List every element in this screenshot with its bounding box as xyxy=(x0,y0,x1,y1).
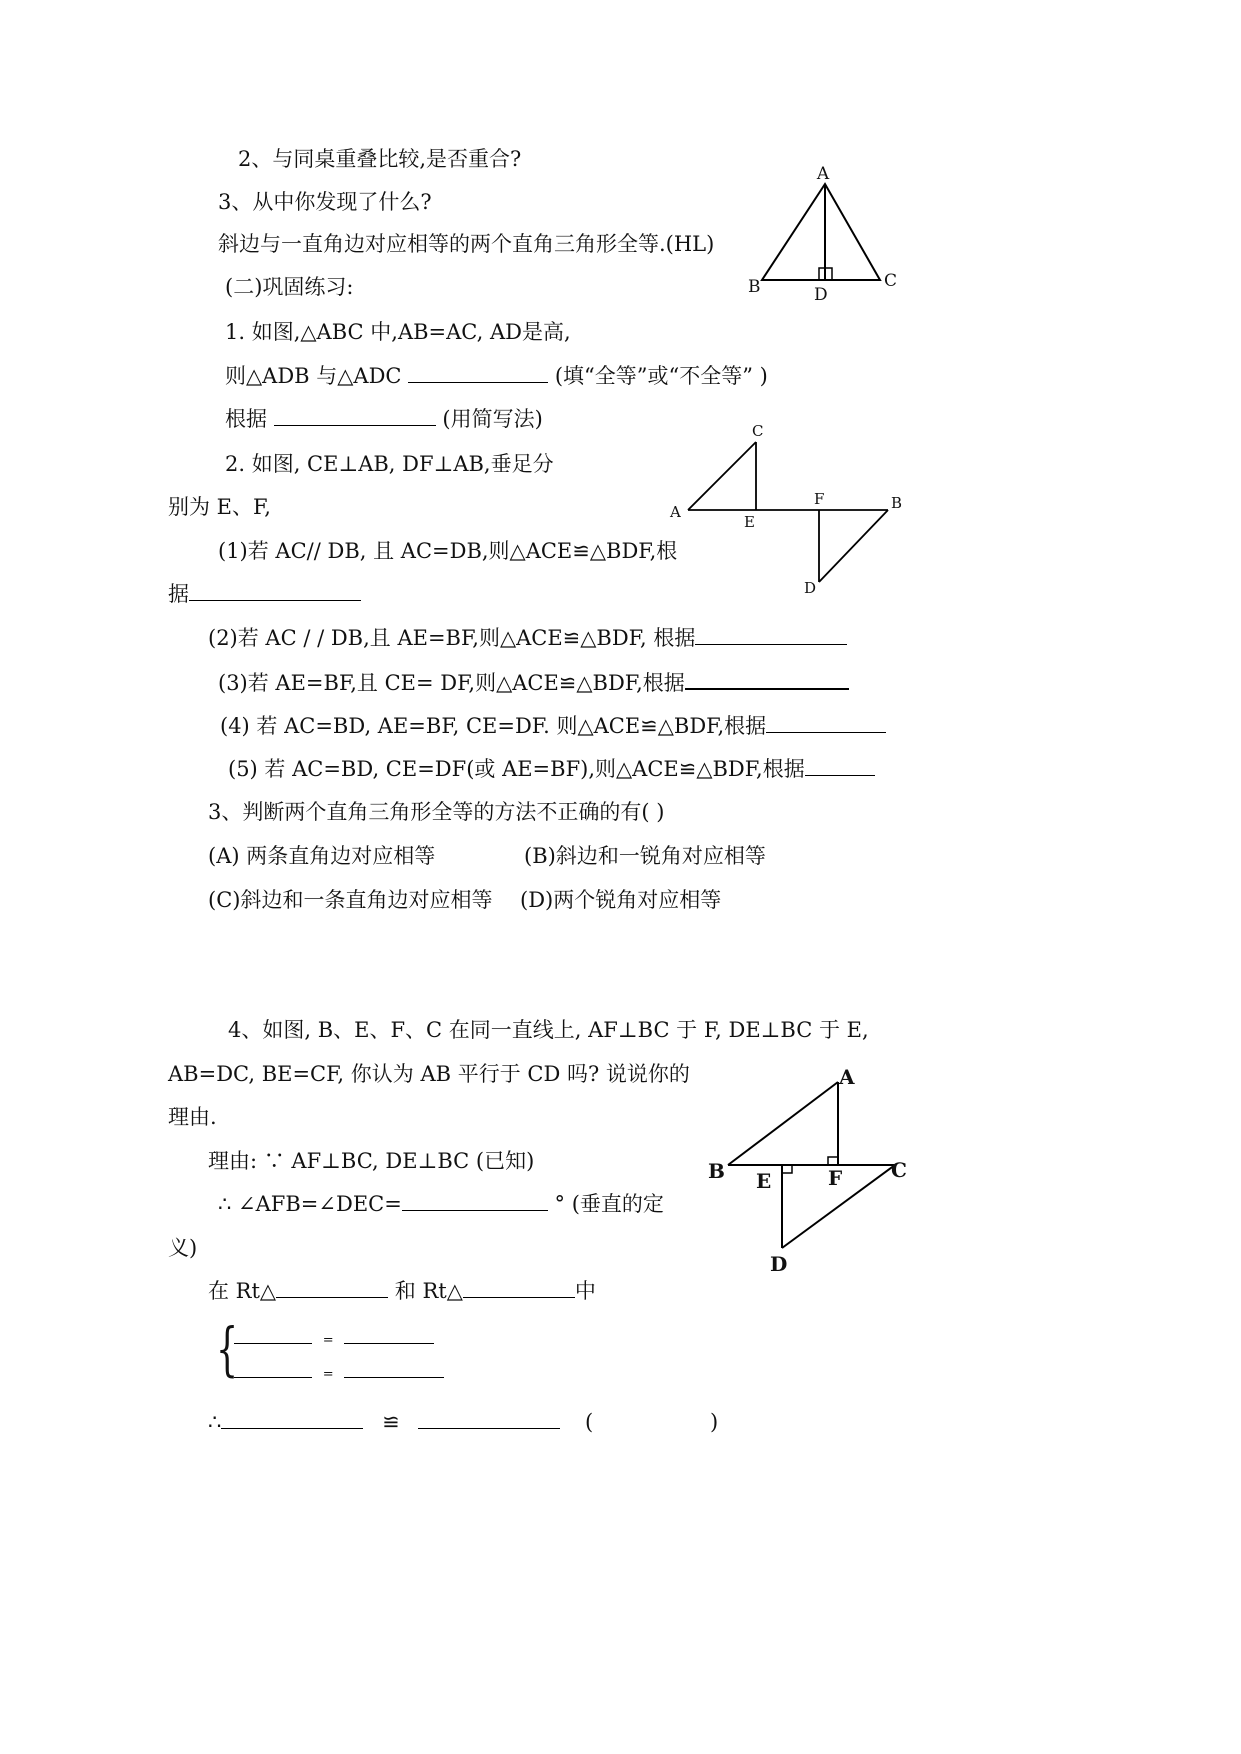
label-f: F xyxy=(828,1166,843,1190)
text: 在 Rt△ xyxy=(208,1279,277,1303)
congruent-symbol: ≌ xyxy=(382,1410,400,1434)
paren-open: ( xyxy=(585,1410,594,1434)
paren-close: ) xyxy=(709,1410,719,1434)
segment-ab xyxy=(728,1082,838,1165)
text: (2)若 AC / / DB,且 AE=BF,则△ACE≌△BDF, 根据 xyxy=(208,626,696,650)
reason-line-2 xyxy=(218,1190,664,1218)
option-c: (C)斜边和一条直角边对应相等 xyxy=(208,888,493,912)
angle-blank[interactable] xyxy=(402,1190,548,1211)
segment-ac xyxy=(688,442,756,510)
answer-blank[interactable] xyxy=(274,405,436,426)
label-b: B xyxy=(748,277,761,297)
text: 中 xyxy=(574,1279,596,1303)
label-b: B xyxy=(708,1159,725,1183)
label-e: E xyxy=(744,513,755,531)
exercise-1-line-3 xyxy=(225,405,543,433)
text: 据 xyxy=(168,582,189,606)
figure-1-isosceles-triangle xyxy=(730,160,920,310)
triangle-blank-1[interactable] xyxy=(276,1277,388,1298)
text: (用简写法) xyxy=(442,407,543,431)
text: ∴ ∠AFB=∠DEC= xyxy=(218,1192,402,1216)
brace-row-2 xyxy=(234,1357,444,1389)
brace-blank[interactable] xyxy=(234,1323,312,1344)
brace-blank[interactable] xyxy=(234,1357,312,1378)
text: (5) 若 AC=BD, CE=DF(或 AE=BF),则△ACE≌△BDF,根据 xyxy=(228,757,805,781)
conclusion-blank-2[interactable] xyxy=(418,1408,560,1429)
exercise-1-line-2 xyxy=(225,362,768,390)
answer-blank[interactable] xyxy=(189,580,361,601)
exercise-2: 2. 如图, CE⊥AB, DF⊥AB,垂足分 xyxy=(225,452,554,476)
label-b: B xyxy=(891,494,903,512)
section-heading: (二)巩固练习: xyxy=(225,275,354,299)
label-d: D xyxy=(814,285,828,305)
brace-blank[interactable] xyxy=(344,1323,434,1344)
answer-blank[interactable] xyxy=(695,624,847,645)
exercise-3: 3、判断两个直角三角形全等的方法不正确的有( ) xyxy=(208,800,665,824)
text: 根据 xyxy=(225,407,267,431)
label-d: D xyxy=(770,1252,788,1276)
text-line-3: 3、从中你发现了什么? xyxy=(218,190,432,214)
label-d: D xyxy=(804,579,817,597)
brace: { xyxy=(216,1315,239,1383)
triangle-blank-2[interactable] xyxy=(463,1277,575,1298)
answer-blank[interactable] xyxy=(685,668,849,690)
label-c: C xyxy=(752,422,764,440)
text: 和 Rt△ xyxy=(394,1279,463,1303)
text: (3)若 AE=BF,且 CE= DF,则△ACE≌△BDF,根据 xyxy=(218,671,685,695)
label-c: C xyxy=(884,271,898,291)
label-e: E xyxy=(756,1169,772,1193)
text-hl-theorem: 斜边与一直角边对应相等的两个直角三角形全等.(HL) xyxy=(218,232,715,256)
exercise-4: 4、如图, B、E、F、C 在同一直线上, AF⊥BC 于 F, DE⊥BC 于 E, xyxy=(228,1018,869,1042)
reason-line-2-cont: 义) xyxy=(168,1236,198,1260)
conclusion-blank-1[interactable] xyxy=(221,1408,363,1429)
right-angle-mark-f xyxy=(828,1157,838,1165)
exercise-2-sub-2 xyxy=(208,624,847,652)
label-c: C xyxy=(891,1158,907,1182)
exercise-2-cont: 别为 E、F, xyxy=(168,495,271,519)
option-b: (B)斜边和一锐角对应相等 xyxy=(524,844,766,868)
exercise-2-sub-3 xyxy=(218,668,849,697)
reason-line-1: 理由: ∵ AF⊥BC, DE⊥BC (已知) xyxy=(208,1149,535,1173)
exercise-2-sub-1-cont xyxy=(168,580,361,608)
brace-blank[interactable] xyxy=(344,1357,444,1378)
answer-blank[interactable] xyxy=(766,712,886,733)
conclusion-line xyxy=(208,1408,718,1436)
answer-blank[interactable] xyxy=(408,362,548,383)
triangle-abc xyxy=(762,184,880,280)
exercise-2-sub-1: (1)若 AC// DB, 且 AC=DB,则△ACE≌△BDF,根 xyxy=(218,539,678,563)
text: ∴ xyxy=(208,1410,222,1434)
figure-3-triangles-on-bc xyxy=(700,1060,920,1280)
text-line-2: 2、与同桌重叠比较,是否重合? xyxy=(238,147,522,171)
exercise-1: 1. 如图,△ABC 中,AB=AC, AD是高, xyxy=(225,320,571,344)
reason-line-3 xyxy=(208,1277,596,1305)
label-f: F xyxy=(814,490,825,508)
text: (4) 若 AC=BD, AE=BF, CE=DF. 则△ACE≌△BDF,根据 xyxy=(220,714,767,738)
exercise-4-cont: AB=DC, BE=CF, 你认为 AB 平行于 CD 吗? 说说你的 xyxy=(168,1062,690,1086)
answer-blank[interactable] xyxy=(805,755,875,776)
equals-mark: = xyxy=(322,1333,334,1348)
label-a: A xyxy=(670,503,681,521)
option-a: (A) 两条直角边对应相等 xyxy=(208,844,436,868)
brace-row-1 xyxy=(234,1323,434,1355)
exercise-2-sub-4 xyxy=(220,712,886,740)
label-a: A xyxy=(839,1065,855,1089)
exercise-2-sub-5 xyxy=(228,755,875,783)
label-a: A xyxy=(816,164,830,184)
figure-2-two-triangles xyxy=(660,420,910,600)
option-d: (D)两个锐角对应相等 xyxy=(520,888,722,912)
text: 则△ADB 与△ADC xyxy=(225,364,402,388)
right-angle-mark-e xyxy=(782,1165,792,1173)
exercise-4-cont-2: 理由. xyxy=(168,1105,217,1129)
text: (填“全等”或“不全等” ) xyxy=(554,364,768,388)
equals-mark: = xyxy=(322,1367,334,1382)
segment-db xyxy=(819,510,888,582)
text: ° (垂直的定 xyxy=(554,1192,664,1216)
